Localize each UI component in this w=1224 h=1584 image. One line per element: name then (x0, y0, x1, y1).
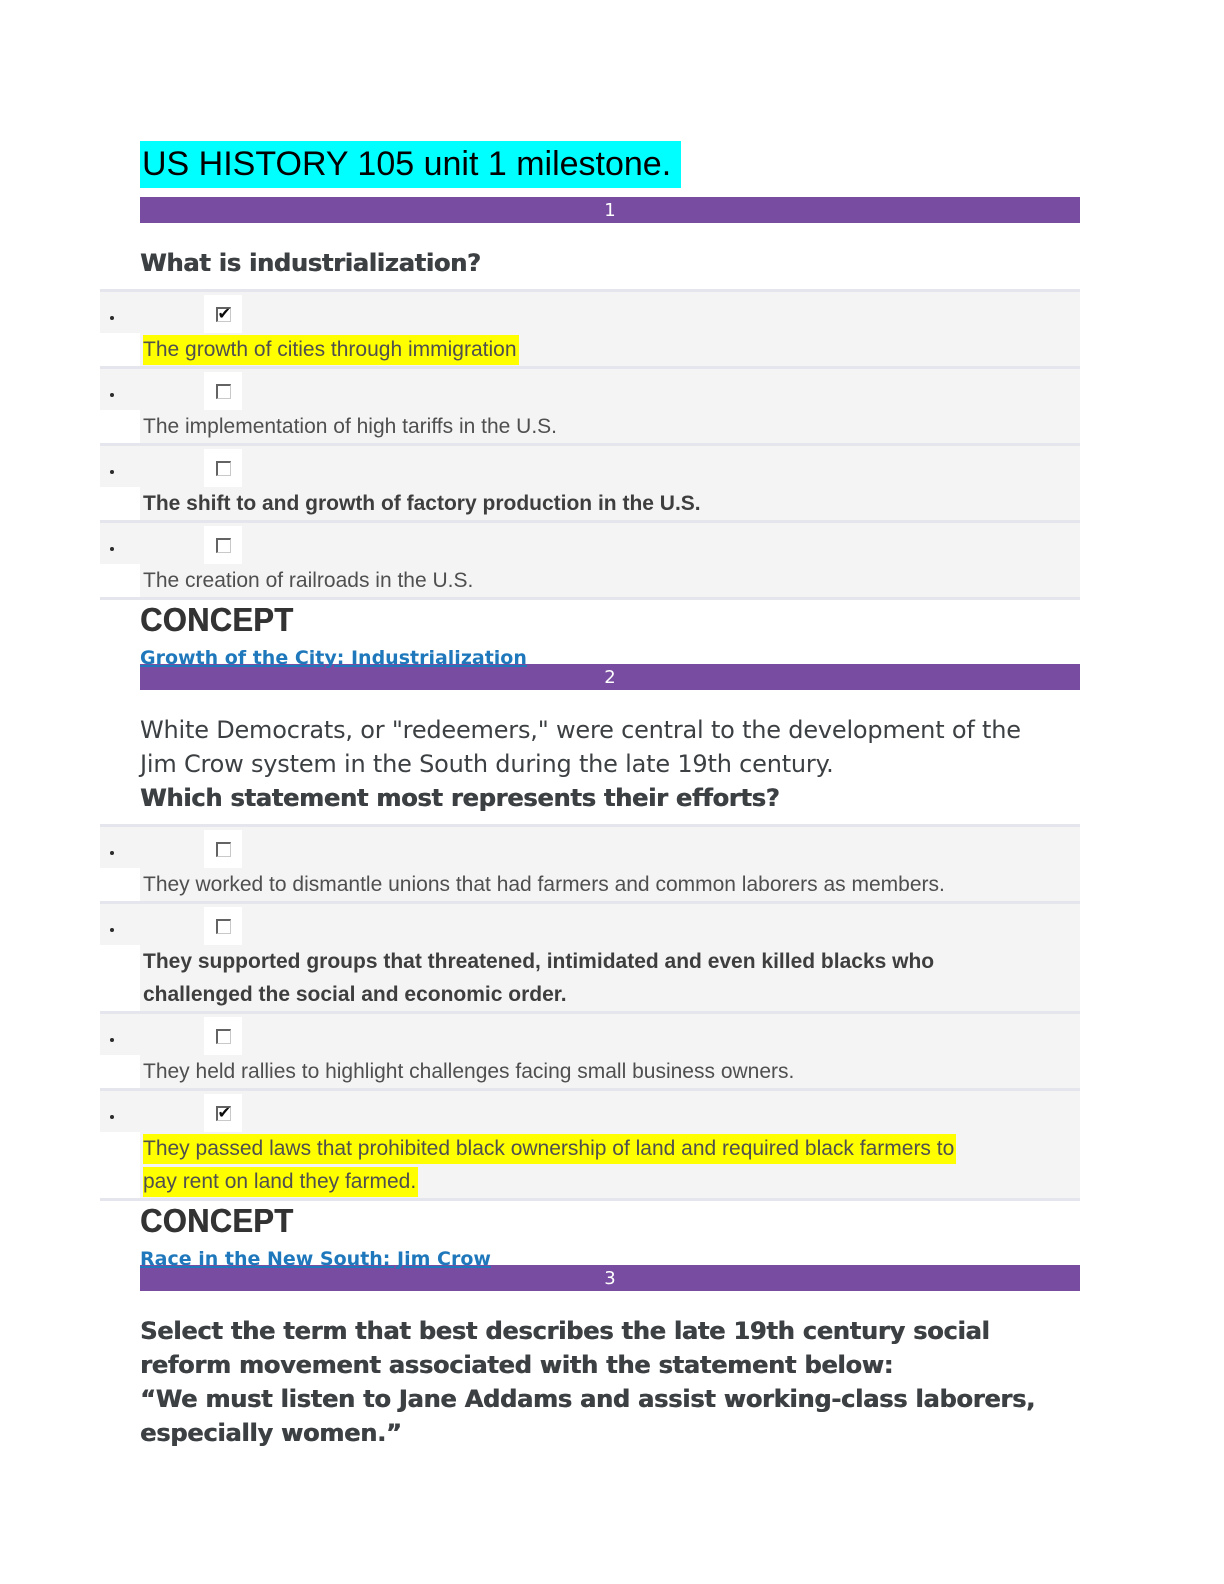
checkbox[interactable] (216, 307, 231, 322)
checkbox-row (100, 292, 1080, 333)
answer-text (100, 868, 1080, 901)
checkbox-patch (204, 526, 242, 564)
answer-text (100, 333, 1080, 366)
checkbox-row (100, 1014, 1080, 1055)
question-prompt-line: What is industrialization? (140, 249, 481, 277)
checkbox-row (100, 1091, 1080, 1132)
question-number: 1 (604, 199, 616, 221)
answer-text (100, 945, 1080, 1011)
answer-line: The growth of cities through immigration (143, 335, 519, 365)
answer-option[interactable] (100, 443, 1080, 520)
answer-option[interactable] (100, 289, 1080, 366)
checkbox-patch (204, 1017, 242, 1055)
question-prompt-line: reform movement associated with the statement below: (140, 1351, 893, 1379)
answer-option[interactable] (100, 366, 1080, 443)
question-prompt-line: especially women.” (140, 1419, 402, 1447)
checkbox[interactable] (216, 919, 231, 934)
answer-option[interactable] (100, 824, 1080, 901)
answer-line: The shift to and growth of factory production in the U.S. (143, 492, 701, 515)
answer-line: They supported groups that threatened, intimidated and even killed blacks who (143, 950, 935, 973)
question-prompt-line: Which statement most represents their efforts? (140, 784, 780, 812)
question-prompt-line: Select the term that best describes the late 19th century social (140, 1317, 990, 1345)
checkbox[interactable] (216, 1106, 231, 1121)
checkbox-row (100, 446, 1080, 487)
checkbox-patch (204, 907, 242, 945)
question-prompt-line: “We must listen to Jane Addams and assist working-class laborers, (140, 1385, 1035, 1413)
checkbox-patch (204, 1094, 242, 1132)
answer-line: The creation of railroads in the U.S. (143, 569, 474, 592)
checkbox[interactable] (216, 538, 231, 553)
answer-line: The implementation of high tariffs in the U.S. (143, 415, 557, 438)
checkbox-patch (204, 449, 242, 487)
question-number: 3 (604, 1267, 616, 1289)
checkbox-row (100, 523, 1080, 564)
answer-option[interactable] (100, 520, 1080, 597)
concept-link[interactable]: Race in the New South: Jim Crow (140, 1248, 491, 1270)
answer-text (100, 1055, 1080, 1088)
checkbox[interactable] (216, 842, 231, 857)
checkbox-patch (204, 830, 242, 868)
answer-option[interactable] (100, 1011, 1080, 1088)
checkbox-row (100, 369, 1080, 410)
answer-line: They held rallies to highlight challenges facing small business owners. (143, 1060, 795, 1083)
page-title: US HISTORY 105 unit 1 milestone. (140, 141, 681, 188)
question-1-options (100, 289, 1080, 600)
answer-option[interactable] (100, 901, 1080, 1011)
answer-line: They passed laws that prohibited black ownership of land and required black farmers to (143, 1134, 956, 1164)
question-prompt-line: Jim Crow system in the South during the late 19th century. (140, 750, 834, 778)
answer-text (100, 487, 1080, 520)
question-2-prompt (140, 713, 1224, 815)
checkbox[interactable] (216, 1029, 231, 1044)
concept-heading: CONCEPT (140, 601, 294, 638)
answer-line: challenged the social and economic order. (143, 983, 567, 1006)
question-number: 2 (604, 666, 616, 688)
checkbox[interactable] (216, 384, 231, 399)
document-title-row (140, 141, 1224, 188)
checkbox-row (100, 827, 1080, 868)
checkbox-patch (204, 372, 242, 410)
answer-line: pay rent on land they farmed. (143, 1167, 418, 1197)
checkbox-row (100, 904, 1080, 945)
answer-text (100, 1132, 1080, 1198)
question-number-banner (140, 197, 1080, 223)
answer-line: They worked to dismantle unions that had farmers and common laborers as members. (143, 873, 945, 896)
concept-heading: CONCEPT (140, 1202, 294, 1239)
question-3-prompt (140, 1314, 1224, 1450)
answer-text (100, 410, 1080, 443)
answer-option[interactable] (100, 1088, 1080, 1198)
question-2-options (100, 824, 1080, 1201)
question-prompt-line: White Democrats, or "redeemers," were central to the development of the (140, 716, 1021, 744)
question-1-prompt (140, 246, 1224, 280)
checkbox-patch (204, 295, 242, 333)
checkbox[interactable] (216, 461, 231, 476)
concept-link[interactable]: Growth of the City: Industrialization (140, 647, 527, 669)
answer-text (100, 564, 1080, 597)
